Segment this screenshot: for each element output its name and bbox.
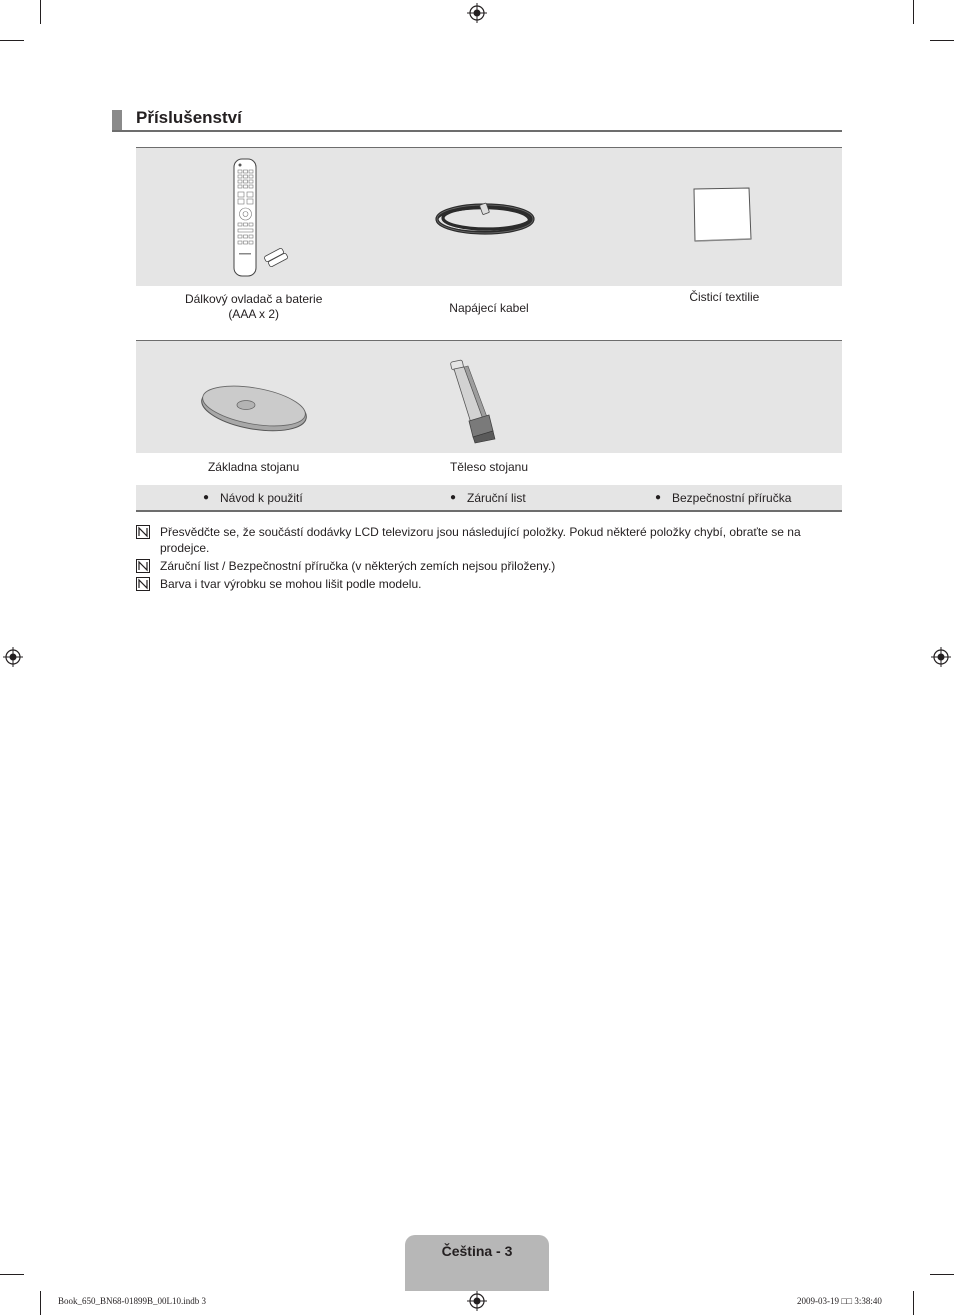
crop-mark [40, 1291, 41, 1315]
battery-icon [264, 248, 288, 268]
bullet-icon: ● [203, 492, 210, 503]
note-item [136, 576, 842, 592]
cell-stand-base [136, 341, 371, 453]
heading-rule [112, 130, 842, 132]
documents-row [136, 485, 842, 510]
bullet-icon: ● [450, 492, 457, 503]
notes-list [136, 524, 842, 594]
label-row-2 [136, 453, 842, 485]
item-label: Těleso stojanu [449, 460, 529, 474]
stand-base-icon [200, 383, 310, 435]
registration-mark-icon [467, 3, 487, 23]
table-bottom-rule [136, 510, 842, 512]
crop-mark [40, 0, 41, 24]
registration-mark-icon [3, 647, 23, 667]
remote-control-icon [228, 156, 300, 280]
cell-cleaning-cloth [607, 148, 842, 286]
item-label: Čisticí textilie [689, 290, 760, 304]
accessories-table [136, 147, 842, 512]
crop-mark [0, 1274, 24, 1275]
label-row-1 [136, 286, 842, 340]
note-icon [136, 559, 150, 573]
cell-stand-body [371, 341, 606, 453]
power-cord-icon [433, 196, 541, 242]
heading-marker [112, 110, 122, 131]
page-number: Čeština - 3 [441, 1243, 513, 1259]
item-label: Základna stojanu [207, 460, 300, 474]
cleaning-cloth-icon [689, 186, 755, 244]
note-icon [136, 577, 150, 591]
crop-mark [913, 1291, 914, 1315]
cell-empty [607, 453, 842, 485]
note-text: Záruční list / Bezpečnostní příručka (v některých zemích nejsou přiloženy.) [160, 559, 556, 573]
document-item: Bezpečnostní příručka [672, 490, 792, 505]
image-row-2 [136, 341, 842, 453]
cell-remote [136, 148, 371, 286]
stand-body-icon [443, 359, 511, 445]
note-text: Přesvědčte se, že součástí dodávky LCD televizoru jsou následující položky. Pokud některé položky chybí, obraťte se na prodejce. [160, 525, 801, 555]
image-row-1 [136, 148, 842, 286]
note-item [136, 524, 842, 556]
page-number-tab [405, 1235, 549, 1291]
print-slug-date: 2009-03-19 □□ 3:38:40 [797, 1296, 882, 1306]
print-slug-file: Book_650_BN68-01899B_00L10.indb 3 [58, 1296, 207, 1306]
note-text: Barva i tvar výrobku se mohou lišit podle modelu. [160, 577, 422, 591]
registration-mark-icon [467, 1291, 487, 1311]
cell-power-cord [371, 148, 606, 286]
crop-mark [930, 1274, 954, 1275]
bullet-icon: ● [655, 492, 662, 503]
document-item: Návod k použití [220, 490, 303, 505]
item-label: Dálkový ovladač a baterie (AAA x 2) [184, 292, 323, 321]
note-item [136, 558, 842, 574]
crop-mark [930, 40, 954, 41]
crop-mark [0, 40, 24, 41]
item-label: Napájecí kabel [449, 301, 529, 315]
page-title: Příslušenství [136, 108, 242, 127]
note-icon [136, 525, 150, 539]
cell-empty [607, 341, 842, 453]
document-item: Záruční list [467, 490, 526, 505]
registration-mark-icon [931, 647, 951, 667]
crop-mark [913, 0, 914, 24]
